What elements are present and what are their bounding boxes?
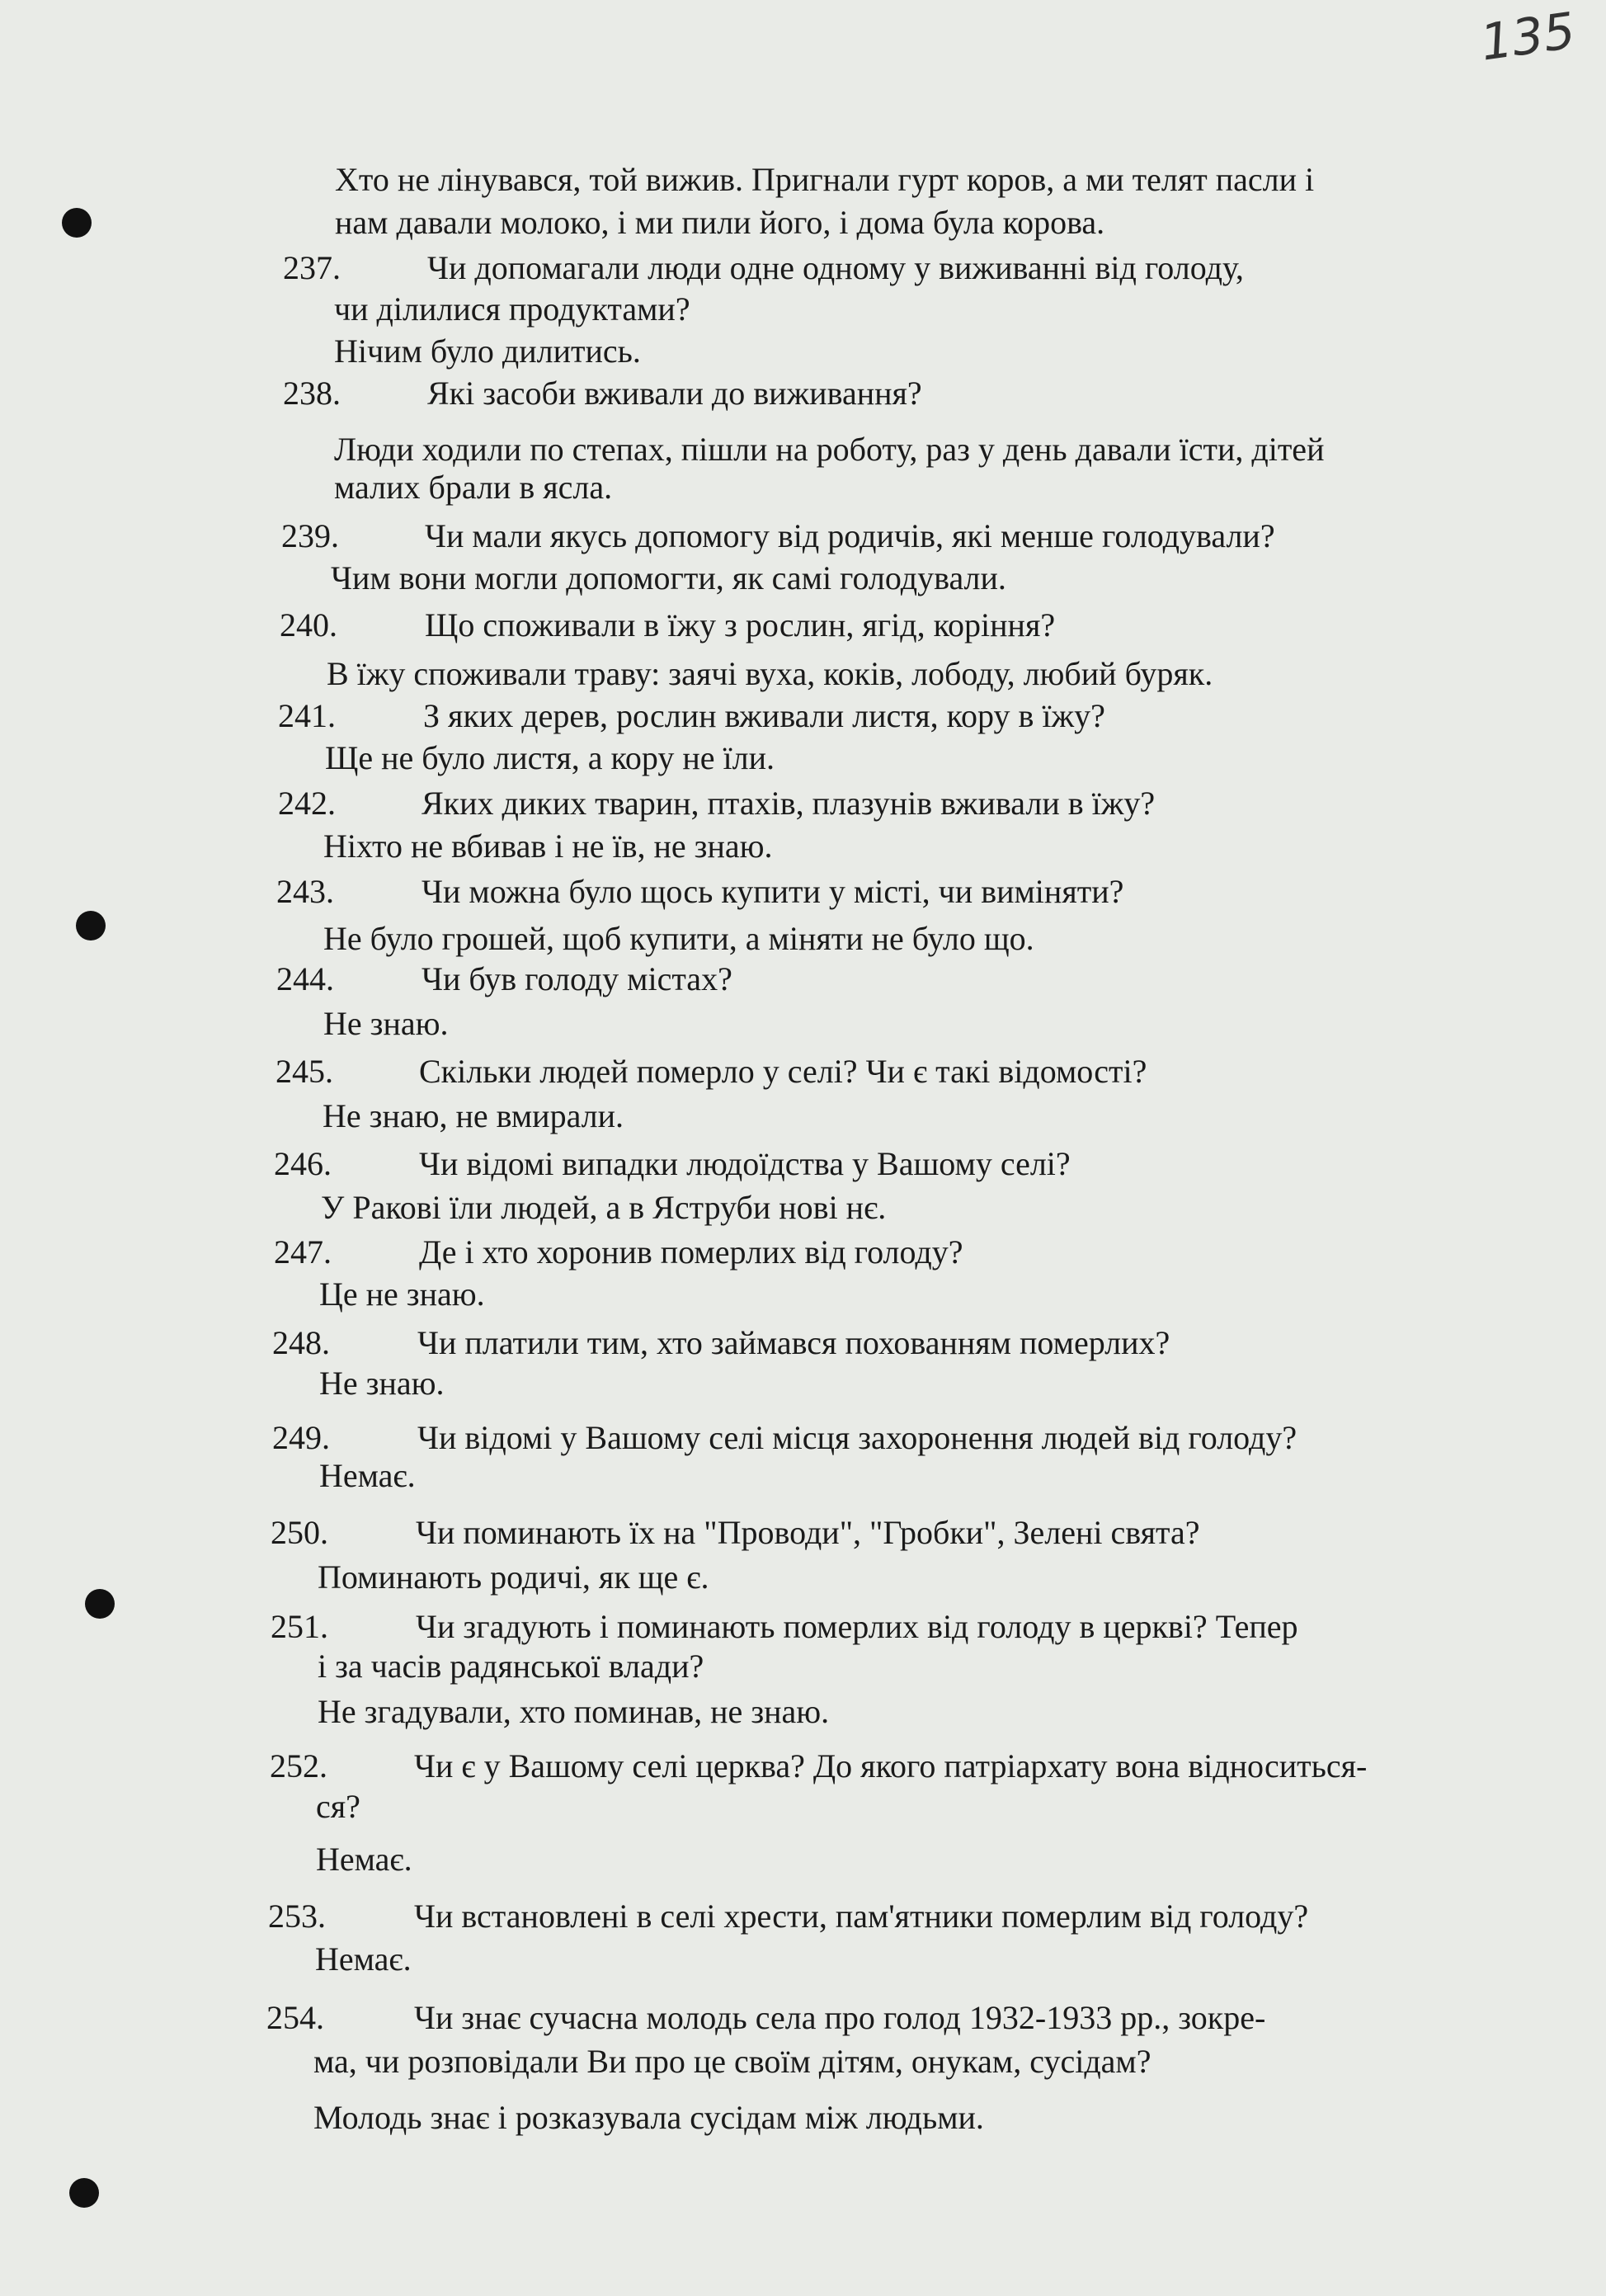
question-number: 251.: [271, 1608, 328, 1645]
answer-text: Немає.: [319, 1457, 416, 1494]
question-text: Які засоби вживали до виживання?: [427, 375, 922, 412]
answer-text: Люди ходили по степах, пішли на роботу, раз у день давали їсти, дітей: [334, 431, 1325, 468]
question-text: ся?: [316, 1788, 360, 1825]
question-number: 244.: [276, 960, 334, 997]
question-number: 254.: [266, 1999, 324, 2036]
question-text: Що споживали в їжу з рослин, ягід, коріння?: [425, 606, 1056, 644]
question-number: 239.: [281, 517, 339, 554]
question-number: 250.: [271, 1514, 328, 1551]
question-number: 247.: [274, 1233, 332, 1271]
answer-text: Не згадували, хто поминав, не знаю.: [318, 1693, 830, 1730]
question-number: 241.: [278, 697, 336, 734]
answer-text: Не знаю, не вмирали.: [323, 1097, 624, 1134]
question-number: 243.: [276, 873, 334, 910]
answer-text: Це не знаю.: [319, 1275, 485, 1313]
intro-line: нам давали молоко, і ми пили його, і дома була корова.: [335, 204, 1105, 241]
punch-hole: [69, 2178, 99, 2208]
answer-text: У Ракові їли людей, а в Яструби нові нє.: [321, 1189, 887, 1226]
question-number: 237.: [283, 249, 341, 286]
answer-text: Ніхто не вбивав і не їв, не знаю.: [323, 827, 773, 865]
answer-text: Чим вони могли допомогти, як самі голодували.: [331, 559, 1006, 596]
question-text: Чи відомі випадки людоїдства у Вашому селі?: [419, 1145, 1071, 1182]
question-text: Чи встановлені в селі хрести, пам'ятники померлим від голоду?: [414, 1898, 1309, 1935]
question-text: Чи платили тим, хто займався похованням померлих?: [417, 1324, 1170, 1361]
answer-text: Молодь знає і розказувала сусідам між людьми.: [313, 2099, 984, 2136]
question-number: 238.: [283, 375, 341, 412]
answer-text: Немає.: [315, 1940, 412, 1978]
answer-text: Немає.: [316, 1841, 412, 1878]
answer-text: В їжу споживали траву: заячі вуха, коків, лободу, любий буряк.: [327, 655, 1213, 692]
question-text: ма, чи розповідали Ви про це своїм дітям, онукам, сусідам?: [313, 2043, 1152, 2080]
question-number: 240.: [280, 606, 337, 644]
question-number: 246.: [274, 1145, 332, 1182]
answer-text: Не знаю.: [319, 1365, 445, 1402]
question-text: і за часів радянської влади?: [318, 1648, 704, 1685]
question-text: чи ділилися продуктами?: [334, 290, 690, 328]
question-text: Скільки людей померло у селі? Чи є такі відомості?: [419, 1053, 1147, 1090]
punch-hole: [62, 208, 92, 238]
question-number: 245.: [276, 1053, 333, 1090]
question-text: Чи є у Вашому селі церква? До якого патріархату вона відноситься-: [414, 1747, 1368, 1784]
question-text: Чи знає сучасна молодь села про голод 1932-1933 рр., зокре-: [414, 1999, 1266, 2036]
question-text: Чи мали якусь допомогу від родичів, які менше голодували?: [425, 517, 1275, 554]
intro-line: Хто не лінувався, той вижив. Пригнали гурт коров, а ми телят пасли і: [335, 161, 1315, 198]
question-text: Чи поминають їх на "Проводи", "Гробки", Зелені свята?: [416, 1514, 1200, 1551]
answer-text: Ще не було листя, а кору не їли.: [325, 739, 775, 776]
answer-text: Не знаю.: [323, 1005, 449, 1042]
question-text: Чи можна було щось купити у місті, чи виміняти?: [422, 873, 1124, 910]
question-text: Чи допомагали люди одне одному у виживанні від голоду,: [427, 249, 1244, 286]
question-number: 248.: [272, 1324, 330, 1361]
question-text: Яких диких тварин, птахів, плазунів вживали в їжу?: [422, 785, 1156, 822]
question-number: 242.: [278, 785, 336, 822]
question-text: Чи був голоду містах?: [422, 960, 732, 997]
question-text: Чи згадують і поминають померлих від голоду в церкві? Тепер: [416, 1608, 1298, 1645]
question-text: З яких дерев, рослин вживали листя, кору в їжу?: [423, 697, 1105, 734]
question-text: Чи відомі у Вашому селі місця захоронення людей від голоду?: [417, 1419, 1298, 1456]
handwritten-page-number: 135: [1476, 2, 1579, 73]
answer-text: Нічим було дилитись.: [334, 332, 641, 370]
answer-text: Не було грошей, щоб купити, а міняти не було що.: [323, 920, 1034, 957]
punch-hole: [76, 911, 106, 941]
punch-hole: [85, 1589, 115, 1619]
question-number: 252.: [270, 1747, 327, 1784]
question-text: Де і хто хоронив померлих від голоду?: [419, 1233, 963, 1271]
question-number: 253.: [268, 1898, 326, 1935]
answer-text: малих брали в ясла.: [334, 469, 613, 506]
answer-text: Поминають родичі, як ще є.: [318, 1558, 709, 1596]
question-number: 249.: [272, 1419, 330, 1456]
